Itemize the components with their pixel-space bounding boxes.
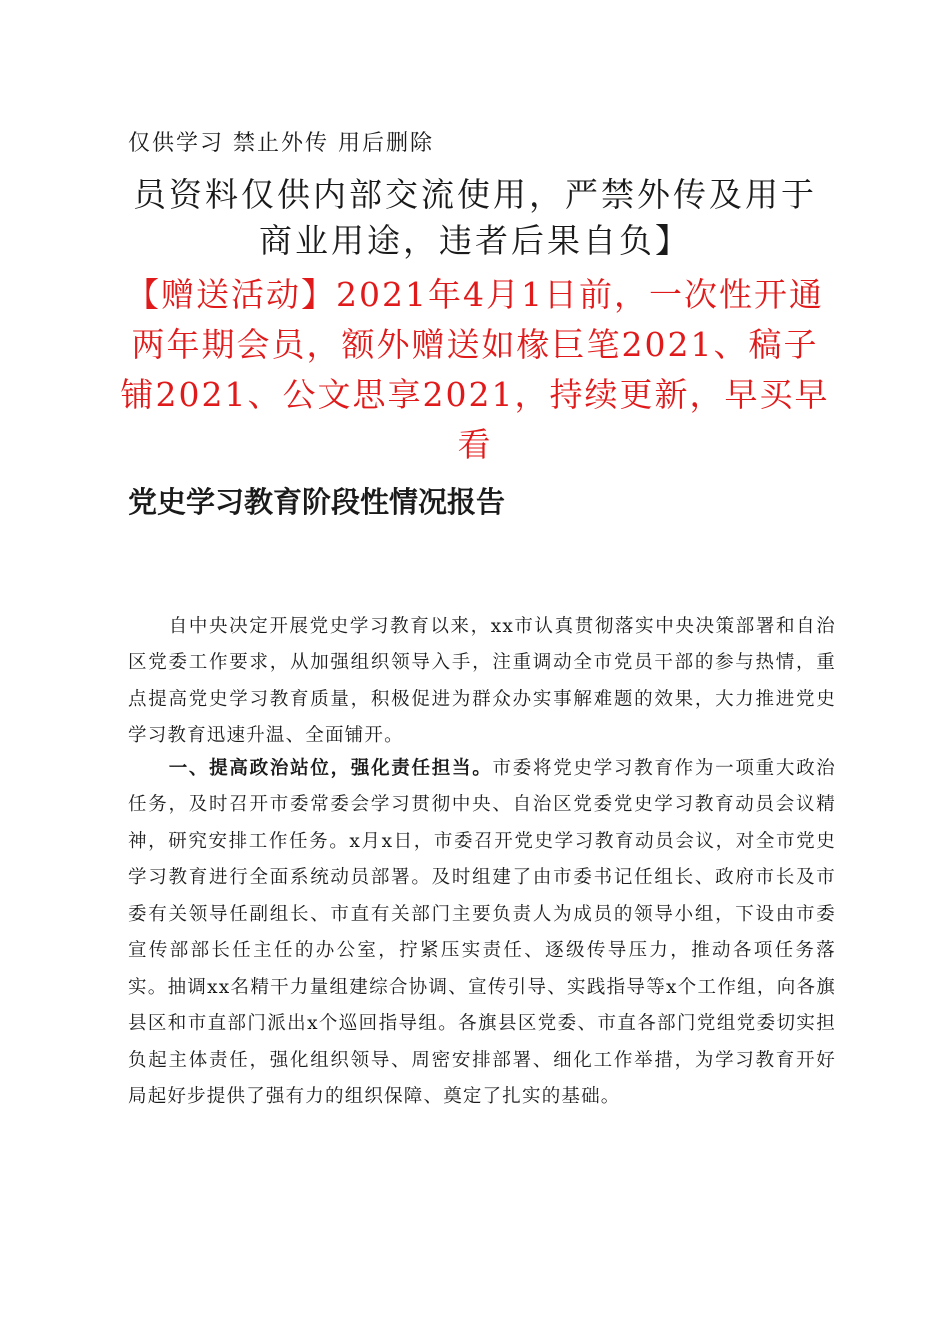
promotion-notice: 【赠送活动】2021年4月1日前，一次性开通两年期会员，额外赠送如椽巨笔2021、稿子铺2021、公文思享2021，持续更新，早买早看 [120,275,830,464]
intro-paragraph: 自中央决定开展党史学习教育以来，xx市认真贯彻落实中央决策部署和自治区党委工作要求，从加强组织领导入手，注重调动全市党员干部的参与热情，重点提高党史学习教育质量，积极促进为群众办实事解难题的效果，大力推进党史学习教育迅速升温、全面铺开。 [128,615,836,746]
watermark-notice: 仅供学习 禁止外传 用后删除 [128,131,434,156]
confidentiality-notice: 员资料仅供内部交流使用，严禁外传及用于商业用途，违者后果自负】 [133,175,817,260]
section-one-body: 市委将党史学习教育作为一项重大政治任务，及时召开市委常委会学习贯彻中央、自治区党委党史学习教育动员会议精神，研究安排工作任务。x月x日，市委召开党史学习教育动员会议，对全市党史学习教育进行全面系统动员部署。及时组建了由市委书记任组长、政府市长及市委有关领导任副组长、市直有关部门主要负责人为成员的领导小组，下设由市委宣传部部长任主任的办公室，拧紧压实责任、逐级传导压力，推动各项任务落实。抽调xx名精干力量组建综合协调、宣传引导、实践指导等x个工作组，向各旗县区和市直部门派出x个巡回指导组。各旗县区党委、市直各部门党组党委切实担负起主体责任，强化组织领导、周密安排部署、细化工作举措，为学习教育开好局起好步提供了强有力的组织保障、奠定了扎实的基础。 [128,757,837,1107]
document-title: 党史学习教育阶段性情况报告 [128,485,506,519]
section-one-heading: 一、提高政治站位，强化责任担当。 [168,757,493,779]
section-one-paragraph [128,751,836,1116]
